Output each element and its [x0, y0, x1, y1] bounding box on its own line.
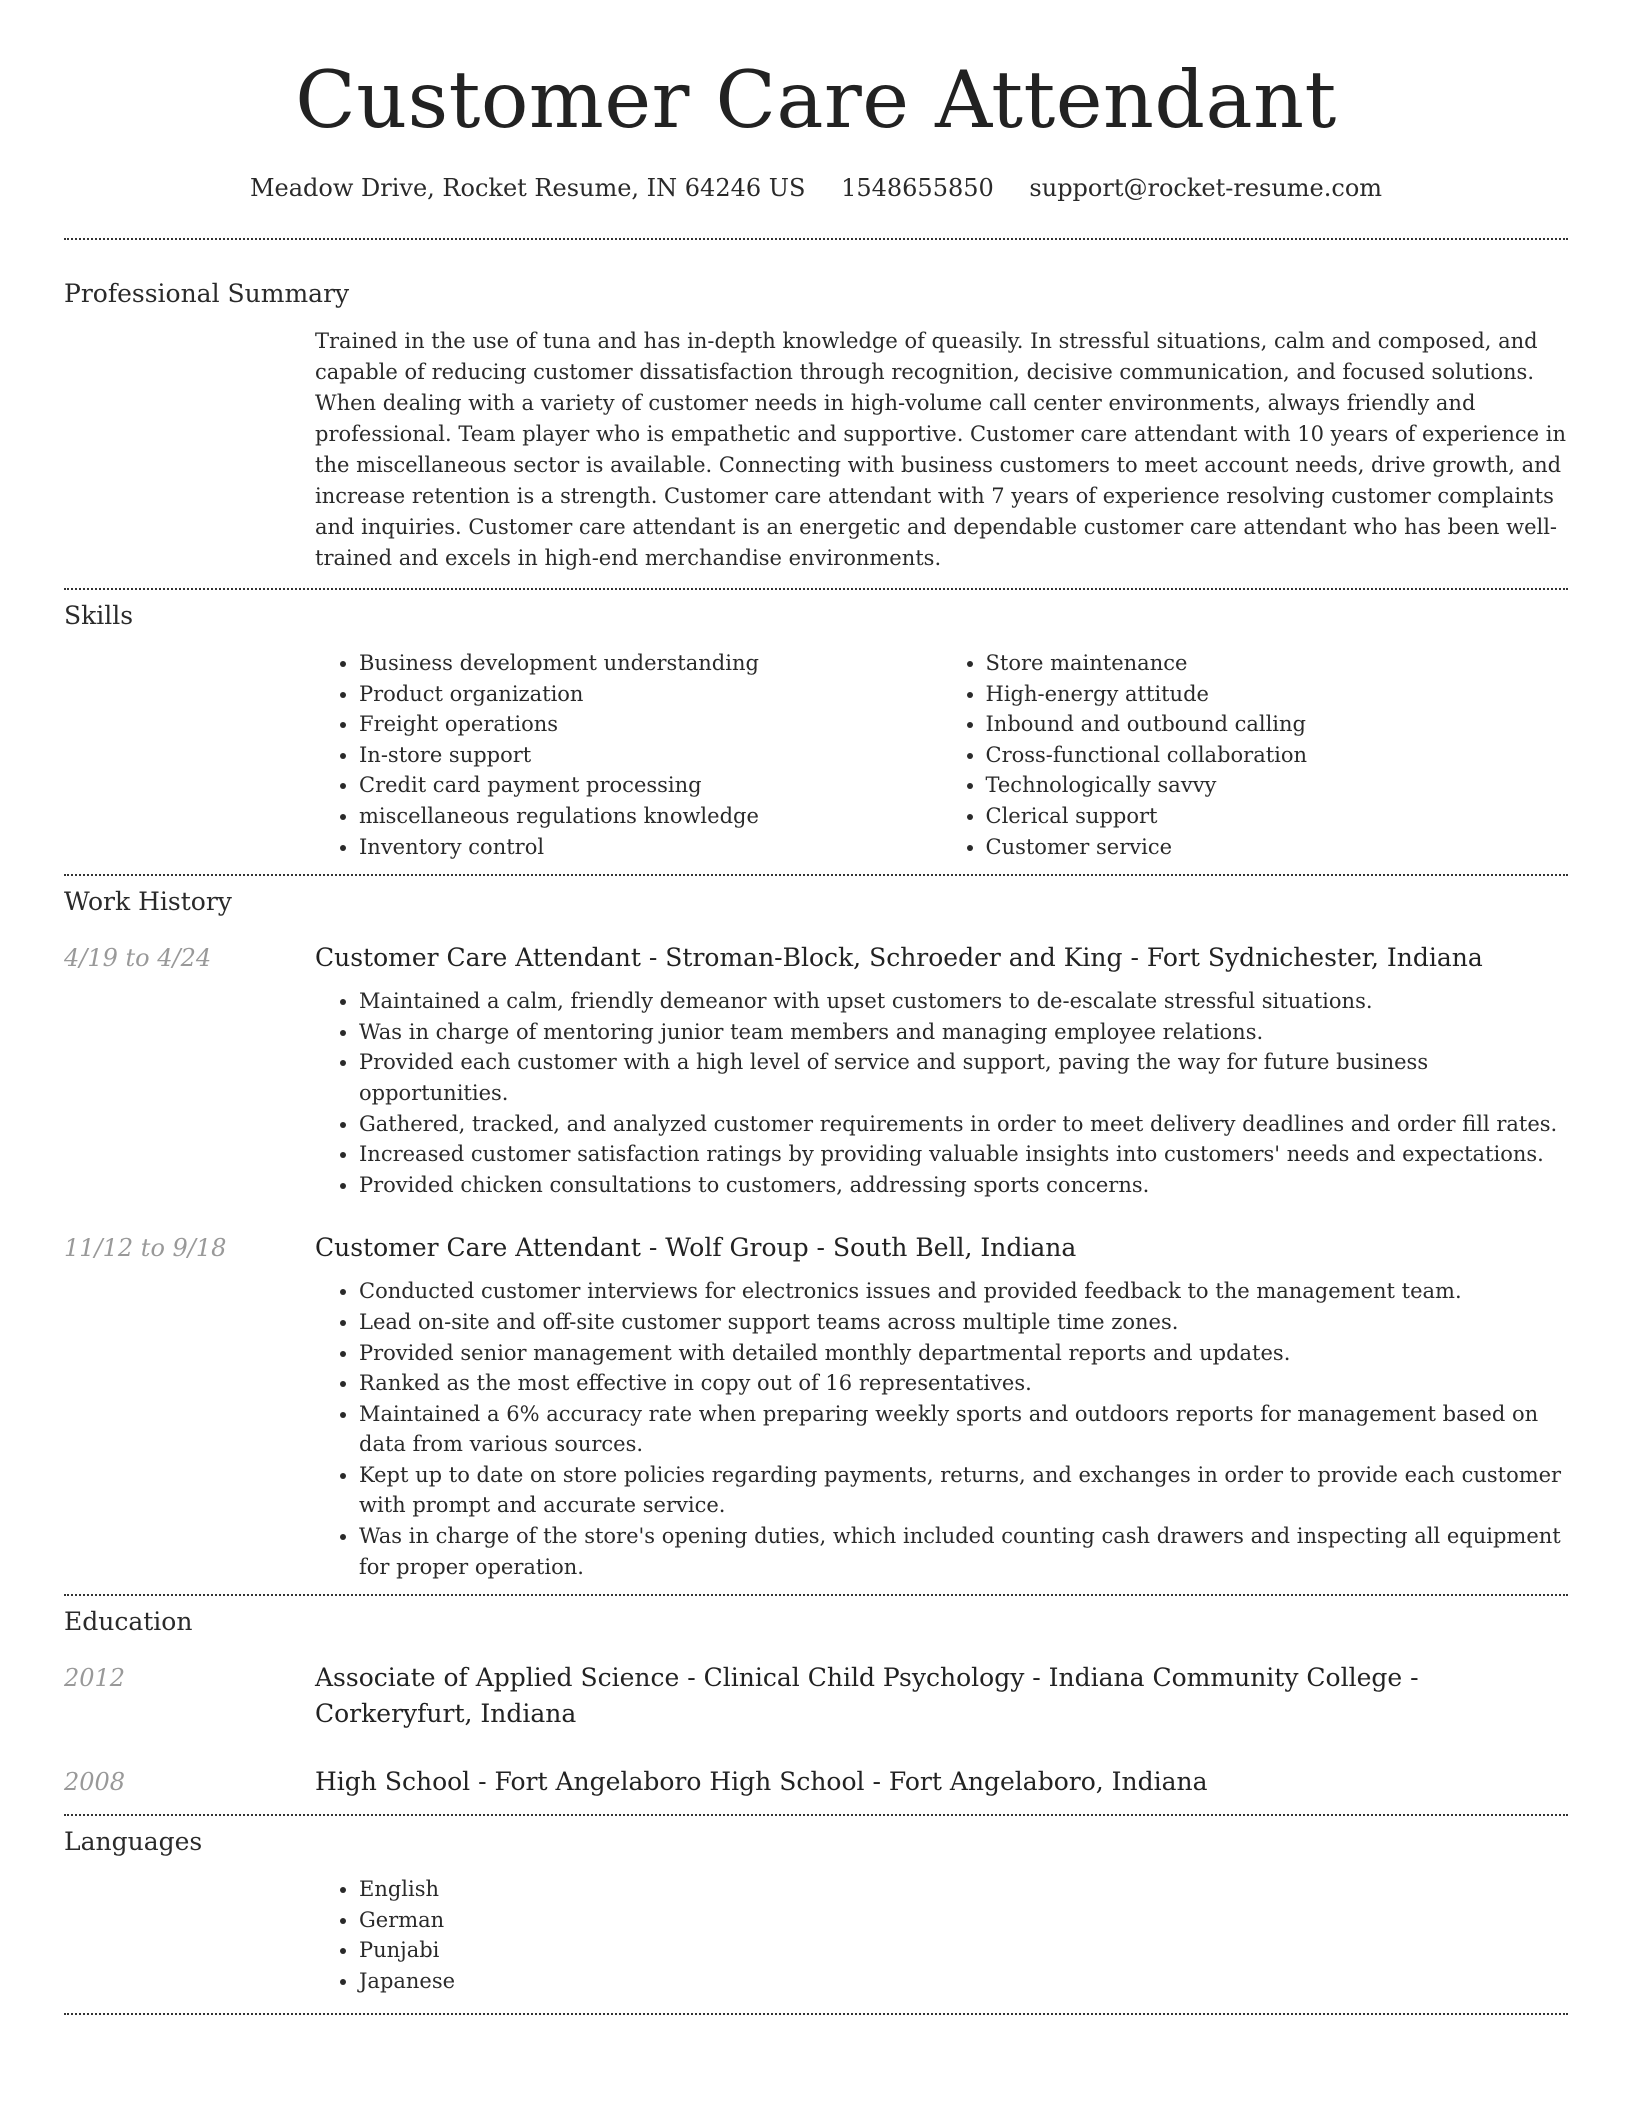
- job-bullets: [315, 986, 1570, 1200]
- skill-item: • Product organization: [359, 679, 942, 710]
- summary-section: [64, 240, 1568, 574]
- skill-item: • Cross-functional collaboration: [986, 740, 1569, 771]
- skills-list-left: [315, 648, 942, 862]
- divider: [64, 2013, 1568, 2015]
- job-bullet: • Provided chicken consultations to customers, addressing sports concerns.: [359, 1170, 1570, 1201]
- skill-item: • miscellaneous regulations knowledge: [359, 801, 942, 832]
- job-heading: Customer Care Attendant - Stroman-Block, Schroeder and King - Fort Sydnichester, Indiana: [315, 943, 1483, 973]
- job-bullet: • Provided each customer with a high level of service and support, paving the way for future business opportunities.: [359, 1047, 1570, 1108]
- resume-page: [64, 0, 1568, 2015]
- job-bullet: • Maintained a calm, friendly demeanor with upset customers to de-escalate stressful situations.: [359, 986, 1570, 1017]
- job-entry: [64, 940, 1568, 1200]
- skills-section: [64, 590, 1568, 862]
- job-bullet: • Was in charge of the store's opening duties, which included counting cash drawers and inspecting all equipment for proper operation.: [359, 1521, 1570, 1582]
- skill-item: • Business development understanding: [359, 648, 942, 679]
- language-item: • Japanese: [359, 1966, 1568, 1997]
- skills-title: Skills: [64, 601, 134, 630]
- job-bullet: • Ranked as the most effective in copy out of 16 representatives.: [359, 1368, 1570, 1399]
- language-item: • German: [359, 1905, 1568, 1936]
- skill-item: • Inventory control: [359, 832, 942, 863]
- education-entry: [64, 1660, 1568, 1732]
- education-heading: High School - Fort Angelaboro High School - Fort Angelaboro, Indiana: [315, 1767, 1208, 1797]
- languages-section: [64, 1816, 1568, 1996]
- job-bullet: • Was in charge of mentoring junior team members and managing employee relations.: [359, 1017, 1570, 1048]
- job-bullet: • Maintained a 6% accuracy rate when preparing weekly sports and outdoors reports for management based on data from various sources.: [359, 1399, 1570, 1460]
- education-entry: [64, 1764, 1568, 1800]
- job-bullet: • Gathered, tracked, and analyzed customer requirements in order to meet delivery deadlines and order fill rates.: [359, 1109, 1570, 1140]
- job-dates: 4/19 to 4/24: [64, 944, 212, 973]
- job-bullet: • Provided senior management with detailed monthly departmental reports and updates.: [359, 1338, 1570, 1369]
- contact-email: support@rocket-resume.com: [1029, 174, 1383, 202]
- contact-line: [64, 172, 1568, 204]
- skill-item: • Credit card payment processing: [359, 770, 942, 801]
- job-dates: 11/12 to 9/18: [64, 1234, 227, 1263]
- language-item: • Punjabi: [359, 1935, 1568, 1966]
- job-entry: [64, 1230, 1568, 1582]
- contact-phone: 1548655850: [841, 174, 994, 202]
- languages-title: Languages: [64, 1827, 203, 1857]
- summary-title: Professional Summary: [64, 279, 350, 308]
- contact-address: Meadow Drive, Rocket Resume, IN 64246 US: [249, 174, 806, 202]
- education-title: Education: [64, 1607, 193, 1637]
- job-bullet: • Increased customer satisfaction ratings by providing valuable insights into customers' needs and expectations.: [359, 1139, 1570, 1170]
- job-bullet: • Kept up to date on store policies regarding payments, returns, and exchanges in order to provide each customer with prompt and accurate service.: [359, 1460, 1570, 1521]
- work-section: [64, 876, 1568, 1582]
- skill-item: • Customer service: [986, 832, 1569, 863]
- skill-item: • In-store support: [359, 740, 942, 771]
- job-heading: Customer Care Attendant - Wolf Group - South Bell, Indiana: [315, 1233, 1077, 1263]
- skill-item: • Clerical support: [986, 801, 1569, 832]
- job-bullet: • Lead on-site and off-site customer support teams across multiple time zones.: [359, 1307, 1570, 1338]
- skill-item: • Store maintenance: [986, 648, 1569, 679]
- resume-name: Customer Care Attendant: [295, 54, 1337, 146]
- summary-text: Trained in the use of tuna and has in-depth knowledge of queasily. In stressful situations, calm and composed, and capable of reducing customer dissatisfaction through recognition, decisive communication, and focused solutions. When dealing with a variety of customer needs in high-volume call center environments, always friendly and professional. Team player who is empathetic and supportive. Customer care attendant with 10 years of experience in the miscellaneous sector is available. Connecting with business customers to meet account needs, drive growth, and increase retention is a strength. Customer care attendant with 7 years of experience resolving customer complaints and inquiries. Customer care attendant is an energetic and dependable customer care attendant who has been well-trained and excels in high-end merchandise environments.: [315, 329, 1567, 570]
- work-title: Work History: [64, 887, 232, 917]
- skills-list-right: [942, 648, 1569, 862]
- education-year: 2012: [64, 1664, 126, 1693]
- languages-list: [315, 1874, 1568, 1996]
- education-year: 2008: [64, 1768, 126, 1797]
- education-heading: Associate of Applied Science - Clinical Child Psychology - Indiana Community College - Corkeryfurt, Indiana: [315, 1663, 1419, 1729]
- skill-item: • Technologically savvy: [986, 770, 1569, 801]
- skill-item: • High-energy attitude: [986, 679, 1569, 710]
- language-item: • English: [359, 1874, 1568, 1905]
- job-bullet: • Conducted customer interviews for electronics issues and provided feedback to the management team.: [359, 1276, 1570, 1307]
- job-bullets: [315, 1276, 1570, 1582]
- skill-item: • Inbound and outbound calling: [986, 709, 1569, 740]
- education-section: [64, 1596, 1568, 1800]
- skill-item: • Freight operations: [359, 709, 942, 740]
